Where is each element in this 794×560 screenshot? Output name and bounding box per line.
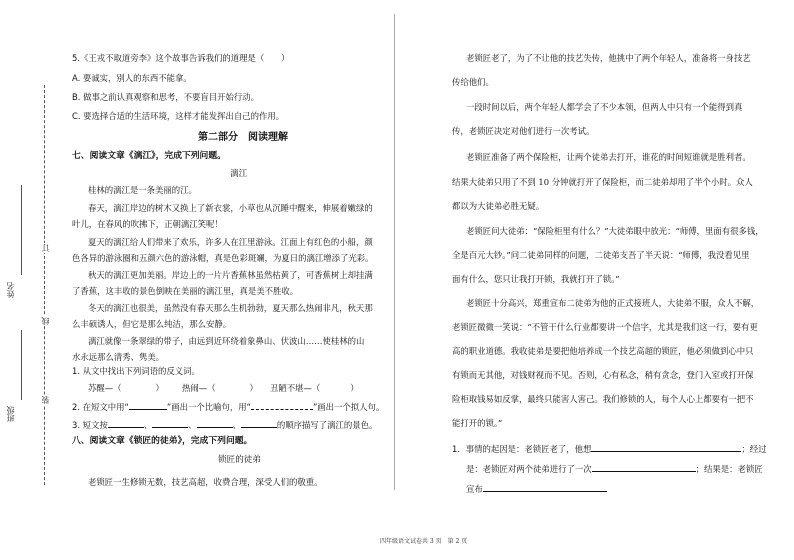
wavy-line-sample bbox=[251, 402, 313, 410]
article2-p1: 老锁匠一生修锁无数，技艺高超，收费合理，深受人们的敬重。 bbox=[88, 477, 323, 487]
article1-p1: 桂林的漓江是一条美丽的江。 bbox=[88, 185, 197, 195]
sub-question-3 bbox=[72, 420, 377, 429]
sub-question-2 bbox=[72, 402, 384, 411]
q1-text-a: 1．事情的起因是：老锁匠老了，他想 bbox=[452, 444, 592, 454]
paren-close: ） bbox=[350, 383, 359, 393]
paren-close: ） bbox=[249, 383, 258, 393]
binding-mark-xian: 线 bbox=[41, 317, 50, 325]
q5-option-c: C. 要选择合适的生活环境，这样才能发挥出自己的作用。 bbox=[72, 111, 285, 121]
article1-p3-line1: 夏天的漓江给人们带来了欢乐，许多人在江里游泳。江面上有红色的小船，颜 bbox=[88, 237, 373, 247]
class-label: 班级 bbox=[6, 406, 15, 422]
article1-p6-line2: 水永远那么清秀、隽美。 bbox=[72, 352, 165, 362]
article1-title: 漓江 bbox=[230, 169, 248, 179]
article2-p3-line1: 一段时间以后，两个年轻人都学会了不少本领，但两人中只有一个能得到真 bbox=[466, 102, 743, 112]
q7-heading: 七、阅读文章《漓江》，完成下列问题。 bbox=[72, 151, 226, 161]
antonym-word-2: 热闹—（ bbox=[182, 383, 216, 393]
q1-text-b: ；经过 bbox=[741, 444, 767, 454]
article1-p4-line2: 了香蕉，这丰收的景色倒映在美丽的漓江里，真是美不胜收。 bbox=[72, 286, 299, 296]
sub-question-2-text-b: ”画出一个比喻句，用“ bbox=[166, 402, 251, 412]
sub-question-2-text-c: ”画出一个拟人句。 bbox=[312, 402, 385, 412]
article1-p6-line1: 漓江就像一条翠绿的带子，由远到近环绕着象鼻山、伏波山……使桂林的山 bbox=[88, 336, 365, 346]
q5-option-b: B. 做事之前认真观察和思考，不要盲目开始行动。 bbox=[72, 92, 259, 102]
part2-heading: 第二部分 阅读理解 bbox=[198, 132, 288, 143]
q5-stem: 5.《王戎不取道旁李》这个故事告诉我们的道理是（ ） bbox=[72, 53, 290, 63]
right-column bbox=[452, 0, 782, 520]
article2-p6-line6: 能打开的锁。” bbox=[452, 418, 503, 428]
article1-p3-line2: 色各异的游泳圈和五颜六色的游泳帽，真是色彩斑斓，为夏日的漓江增添了光彩。 bbox=[72, 253, 374, 263]
straight-line-sample bbox=[129, 402, 167, 410]
article2-p6-line3: 高的职业道德。我收徒弟是要把他培养成一个技艺高超的锁匠，他必须做到心中只 bbox=[452, 346, 754, 356]
season-blank-4[interactable] bbox=[241, 420, 277, 428]
article2-title: 锁匠的徒弟 bbox=[218, 455, 261, 465]
separator: 、 bbox=[188, 420, 197, 430]
antonym-item-3 bbox=[270, 384, 359, 392]
q8-heading: 八、阅读文章《锁匠的徒弟》，完成下列问题。 bbox=[72, 436, 253, 446]
name-label: 姓名 bbox=[6, 282, 15, 298]
paren-close: ） bbox=[155, 383, 164, 393]
q5-option-a: A. 要诚实，别人的东西不能拿。 bbox=[72, 73, 192, 83]
article2-p4-line2: 结果大徒弟只用了不到 10 分钟就打开了保险柜，而二徒弟却用了半个小时。众人 bbox=[452, 177, 753, 187]
binding-cut-line bbox=[44, 85, 45, 485]
class-line bbox=[21, 330, 22, 400]
article2-q1-line2 bbox=[466, 464, 763, 473]
column-divider bbox=[394, 14, 395, 490]
antonym-word-3: 丑陋不堪—（ bbox=[270, 383, 321, 393]
page-footer: 四年级语文试卷共 3 页 第 2 页 bbox=[380, 538, 468, 545]
article2-p5-line1: 老锁匠问大徒弟：“保险柜里有什么？”大徒弟眼中放光：“师傅，里面有很多钱， bbox=[466, 226, 764, 236]
article2-q1-line1 bbox=[452, 444, 766, 453]
name-line bbox=[21, 185, 22, 275]
article2-p6-line2: 老锁匠微微一笑说：“不管干什么行业都要讲一个信字，尤其是我们这一行，要有更 bbox=[452, 322, 758, 332]
sub-question-3-text-b: 的顺序描写了漓江的景色。 bbox=[276, 420, 378, 430]
article2-p3-line2: 传，老锁匠决定对他们进行一次考试。 bbox=[452, 126, 595, 136]
article2-p6-line4: 有锁而无其他，对钱财视而不见。否则，心有私念，稍有贪念，登门入室或打开保 bbox=[452, 370, 754, 380]
q1-text-c: 是：老锁匠对两个徒弟进行了一次 bbox=[466, 464, 592, 474]
q1-blank-reason[interactable] bbox=[591, 444, 741, 452]
separator: 、 bbox=[143, 420, 153, 430]
article2-p6-line1: 老锁匠十分高兴，郑重宣布二徒弟为他的正式接班人，大徒弟不服，众人不解， bbox=[466, 298, 760, 308]
q1-blank-process[interactable] bbox=[592, 464, 696, 472]
binding-margin bbox=[0, 0, 60, 560]
season-blank-3[interactable] bbox=[197, 420, 233, 428]
article1-p5-line1: 冬天的漓江也很美，虽然没有春天那么生机勃勃，夏天那么热闹非凡，秋天那 bbox=[88, 303, 373, 313]
q1-blank-result[interactable] bbox=[483, 484, 607, 492]
article2-p2-line2: 传给他们。 bbox=[452, 77, 494, 87]
q1-text-e: 宣布 bbox=[466, 484, 483, 494]
left-column bbox=[72, 0, 385, 520]
q1-text-d: ；结果是：老锁匠 bbox=[695, 464, 763, 474]
article2-p6-line5: 险柜取钱易如反掌，最终只能害人害己。我们修锁的人，每个人心上都要有一把不 bbox=[452, 394, 754, 404]
sub-question-1-stem: 1. 从文中找出下列词语的反义词。 bbox=[72, 366, 200, 376]
article2-p5-line2: 全是百元大钞。”问二徒弟同样的问题，二徒弟支吾了半天说：“师傅，我没看见里 bbox=[452, 250, 750, 260]
separator: 、 bbox=[232, 420, 241, 430]
article2-p4-line1: 老锁匠准备了两个保险柜，让两个徒弟去打开，谁花的时间短谁就是胜利者。 bbox=[466, 152, 751, 162]
sub-question-2-text-a: 2. 在短文中用“ bbox=[72, 402, 129, 412]
article2-p2-line1: 老锁匠老了，为了不让他的技艺失传，他挑中了两个年轻人，准备将一身技艺 bbox=[466, 53, 751, 63]
article1-p2-line2: 叶儿，在春风的吹拂下，正朝漓江笑呢！ bbox=[72, 219, 223, 229]
article1-p4-line1: 秋天的漓江更加美丽。岸边上的一片片香蕉林虽然枯黄了，可香蕉树上却挂满 bbox=[88, 270, 373, 280]
article2-p5-line3: 面有什么，您只让我打开锁，我就打开了锁。” bbox=[452, 274, 620, 284]
season-blank-2[interactable] bbox=[152, 420, 188, 428]
season-blank-1[interactable] bbox=[108, 420, 144, 428]
antonym-word-1: 苏醒—（ bbox=[88, 383, 122, 393]
antonym-item-1 bbox=[88, 384, 164, 392]
binding-mark-ding: 订 bbox=[41, 244, 50, 252]
binding-mark-zhuang: 装 bbox=[41, 396, 50, 404]
sub-question-3-text-a: 3. 短文按 bbox=[72, 420, 108, 430]
article1-p2-line1: 春天，漓江岸边的树木又换上了新衣裳，小草也从沉睡中醒来，伸展着嫩绿的 bbox=[88, 203, 373, 213]
article1-p5-line2: 么丰硕诱人，但它是那么纯洁，那么安静。 bbox=[72, 319, 232, 329]
article2-q1-line3 bbox=[466, 484, 607, 493]
antonym-item-2 bbox=[182, 384, 258, 392]
article2-p4-line3: 都以为大徒弟必胜无疑。 bbox=[452, 201, 545, 211]
